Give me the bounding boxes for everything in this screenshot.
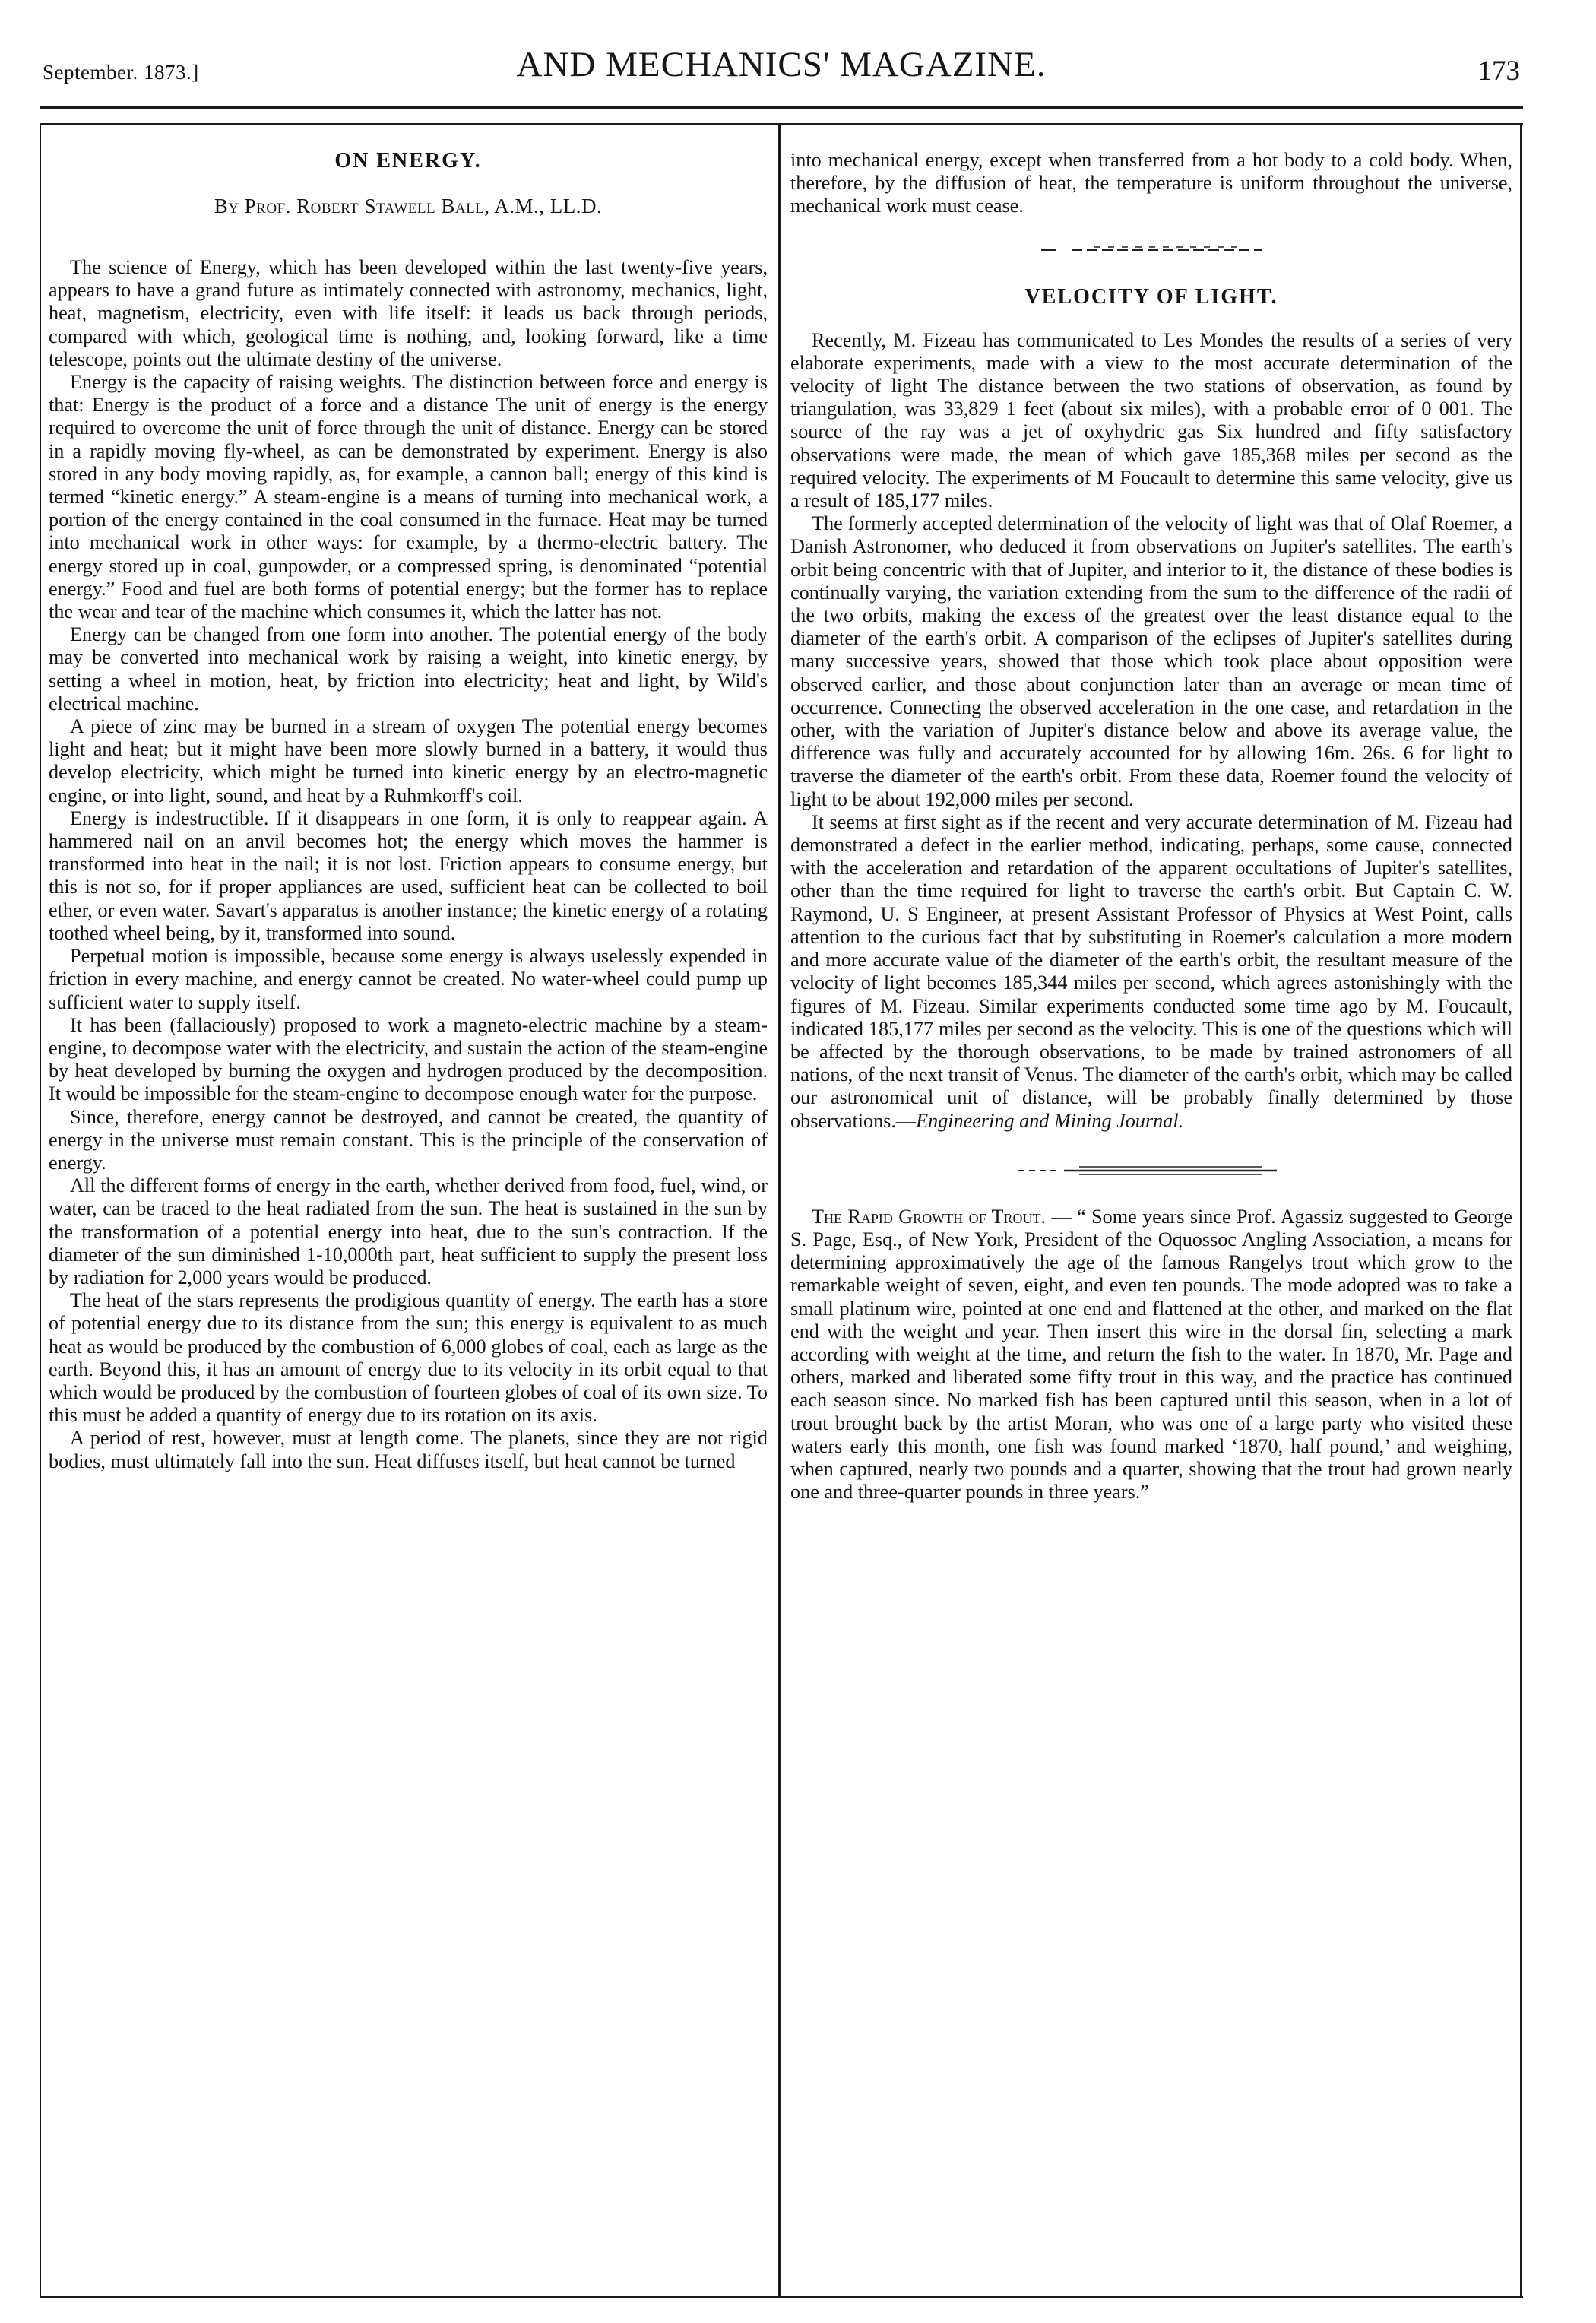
paragraph: A piece of zinc may be burned in a stream of oxygen The potential energy becomes light and heat; but it might have been more slowly burned in a battery, it would thus develop electricity, which might be turned into kinetic energy by an electro-magnetic engine, or into light, sound, and heat by a Ruhmkorff's coil. [49,715,768,807]
left-column [49,149,768,1473]
paragraph: The formerly accepted determination of the velocity of light was that of Olaf Roemer, a Danish Astronomer, who deduced it from observations on Jupiter's satellites. The earth's orbit being concentric with that of Jupiter, and interior to it, the distance of these bodies is continually varying, the variation extending from the sum to the difference of the radii of the two orbits, making the excess of the greatest over the least distance equal to the diameter of the earth's orbit. A comparison of the eclipses of Jupiter's satellites during many successive years, showed that those which took place about opposition were observed earlier, and those about conjunction later than an average or mean time of occurrence. Connecting the observed acceleration in the one case, and retardation in the other, with the variation of Jupiter's distance below and above its average value, the difference was fully and accurately accounted for by allowing 16m. 26s. 6 for light to traverse the diameter of the earth's orbit. From these data, Roemer found the velocity of light to be about 192,000 miles per second. [790,512,1512,810]
magazine-title: AND MECHANICS' MAGAZINE. [516,45,1047,84]
paragraph: Perpetual motion is impossible, because some energy is always uselessly expended in friction in every machine, and energy cannot be created. No water-wheel could pump up sufficient water to supply itself. [49,945,768,1013]
paragraph: Energy is indestructible. If it disappears in one form, it is only to reappear again. A hammered nail on an anvil becomes hot; the energy which moves the hammer is transformed into heat in the nail; it is not lost. Friction appears to consume energy, but this is not so, for if proper appliances are used, sufficient heat can be collected to boil ether, or even water. Savart's apparatus is another instance; the kinetic energy of a rotating toothed wheel being, by it, transformed into sound. [49,807,768,944]
paragraph: Energy can be changed from one form into another. The potential energy of the body may be converted into mechanical work by raising a weight, into kinetic energy, by setting a wheel in motion, heat, by friction into electricity; heat and light, by Wild's electrical machine. [49,623,768,715]
paragraph-text: It seems at first sight as if the recent and very accurate determination of M. Fizeau had demonstrated a defect in the earlier method, indicating, perhaps, some cause, connected with the acceleration and retardation of the apparent occultations of Jupiter's satellites, other than the time required for light to traverse the earth's orbit. But Captain C. W. Raymond, U. S Engineer, at present Assistant Professor of Physics at West Point, calls attention to the curious fact that by substituting in Roemer's calculation a more modern and more accurate value of the diameter of the earth's orbit, the resultant measure of the velocity of light becomes 185,344 miles per second, which agrees astonishingly with the figures of M. Fizeau. Similar experiments conducted some time ago by M. Foucault, indicated 185,177 miles per second as the velocity. This is one of the questions which will be affected by the thorough observations, to be made by trained astronomers of all nations, of the next transit of Venus. The diameter of the earth's orbit, which may be called our astronomical unit of distance, will be probably finally determined by those observations.— [790,810,1512,1132]
right-column [790,149,1512,1504]
trout-text: — “ Some years since Prof. Agassiz suggested to George S. Page, Esq., of New York, President of the Oquossoc Angling Association, a means for determining approximatively the age of the famous Rangelys trout which grow to the remarkable weight of seven, eight, and even ten pounds. The mode adopted was to take a small platinum wire, pointed at one end and flattened at the other, and marked on the flat end with the weight and year. Then insert this wire in the dorsal fin, selecting a mark according with weight at the time, and return the fish to the water. In 1870, Mr. Page and others, marked and liberated some fifty trout in this way, and the practice has continued each season since. No marked fish has been captured until this season, when in a lot of trout brought back by the artist Moran, who was one of a large party who visited these waters early this month, one fish was found marked ‘1870, half pound,’ and weighing, when captured, nearly two pounds and a quarter, showing that the trout had grown nearly one and three-quarter pounds in three years.” [790,1205,1512,1504]
top-rule [40,106,1523,109]
article-title-velocity: VELOCITY OF LIGHT. [1024,284,1278,309]
paragraph: Recently, M. Fizeau has communicated to Les Mondes the results of a series of very elaborate experiments, made with a view to the most accurate determination of the velocity of light The distance between the two stations of observation, as found by triangulation, was 33,829 1 feet (about six miles), with a probable error of 0 001. The source of the ray was a jet of oxyhydric gas Six hundred and fifty satisfactory observations were made, the mean of which gave 185,368 miles per second as the required velocity. The experiments of M Foucault to determine this same velocity, give us a result of 185,177 miles. [790,328,1512,512]
left-border [40,123,41,2297]
paragraph-trout [790,1206,1512,1504]
top-rule-inner [40,123,1523,125]
bottom-rule [40,2296,1523,2298]
article-title-energy: ON ENERGY. [334,149,482,173]
paragraph [790,811,1512,1133]
header-date: September. 1873.] [43,61,199,84]
paragraph: It has been (fallaciously) proposed to work a magneto-electric machine by a steam-engine, to decompose water with the electricity, and sustain the action of the steam-engine by heat developed by burning the oxygen and hydrogen produced by the decomposition. It would be impossible for the steam-engine to decompose enough water for the purpose. [49,1013,768,1105]
paragraph: Since, therefore, energy cannot be destroyed, and cannot be created, the quantity of energy in the universe must remain constant. This is the principle of the conservation of energy. [49,1105,768,1174]
section-separator [790,242,1512,258]
ornamental-rule [790,242,1512,258]
running-head [43,44,1520,88]
section-separator [790,1163,1512,1178]
article-byline: By Prof. Robert Stawell Ball, A.M., LL.D. [214,195,603,217]
paragraph: The heat of the stars represents the prodigious quantity of energy. The earth has a store of potential energy due to its distance from the sun; this energy is equivalent to as much heat as would be produced by the combustion of 6,000 globes of coal, each as large as the earth. Beyond this, it has an amount of energy due to its velocity in its orbit equal to that which would be produced by the combustion of fourteen globes of coal of its own size. To this must be added a quantity of energy due to its rotation on its axis. [49,1289,768,1427]
paragraph: All the different forms of energy in the earth, whether derived from food, fuel, wind, or water, can be traced to the heat radiated from the sun. The heat is sustained in the sun by the transformation of a potential energy into heat, due to the sun's contraction. If the diameter of the sun diminished 1-10,000th part, heat sufficient to supply the present loss by radiation for 2,000 years would be produced. [49,1174,768,1288]
paragraph: The science of Energy, which has been developed within the last twenty-five years, appears to have a grand future as intimately connected with astronomy, mechanics, light, heat, magnetism, electricity, even with life itself: it leads us back through periods, compared with which, geological time is nothing, and, looking forward, like a time telescope, points out the ultimate destiny of the universe. [49,256,768,370]
column-divider [778,123,781,2297]
ornamental-rule [790,1163,1512,1178]
page-number: 173 [1477,55,1520,87]
trout-lead: The Rapid Growth of Trout. [812,1205,1047,1228]
source-citation: Engineering and Mining Journal. [916,1109,1184,1132]
paragraph: Energy is the capacity of raising weights. The distinction between force and energy is that: Energy is the product of a force and a distance The unit of energy is the energy required to overcome the unit of force through the unit of distance. Energy can be stored in a rapidly moving fly-wheel, as can be demonstrated by experiment. Energy is also stored in any body moving rapidly, as, for example, a cannon ball; energy of this kind is termed “kinetic energy.” A steam-engine is a means of turning into mechanical work, a portion of the energy contained in the coal consumed in the furnace. Heat may be turned into mechanical work in other ways: for example, by a thermo-electric battery. The energy stored up in coal, gunpowder, or a compressed spring, is denominated “potential energy.” Food and fuel are both forms of potential energy; but the former has to replace the wear and tear of the machine which consumes it, which the latter has not. [49,371,768,623]
paragraph: A period of rest, however, must at length come. The planets, since they are not rigid bodies, must ultimately fall into the sun. Heat diffuses itself, but heat cannot be turned [49,1427,768,1472]
continued-paragraph: into mechanical energy, except when transferred from a hot body to a cold body. When, therefore, by the diffusion of heat, the temperature is uniform throughout the universe, mechanical work must cease. [790,149,1512,217]
right-border [1520,123,1522,2297]
